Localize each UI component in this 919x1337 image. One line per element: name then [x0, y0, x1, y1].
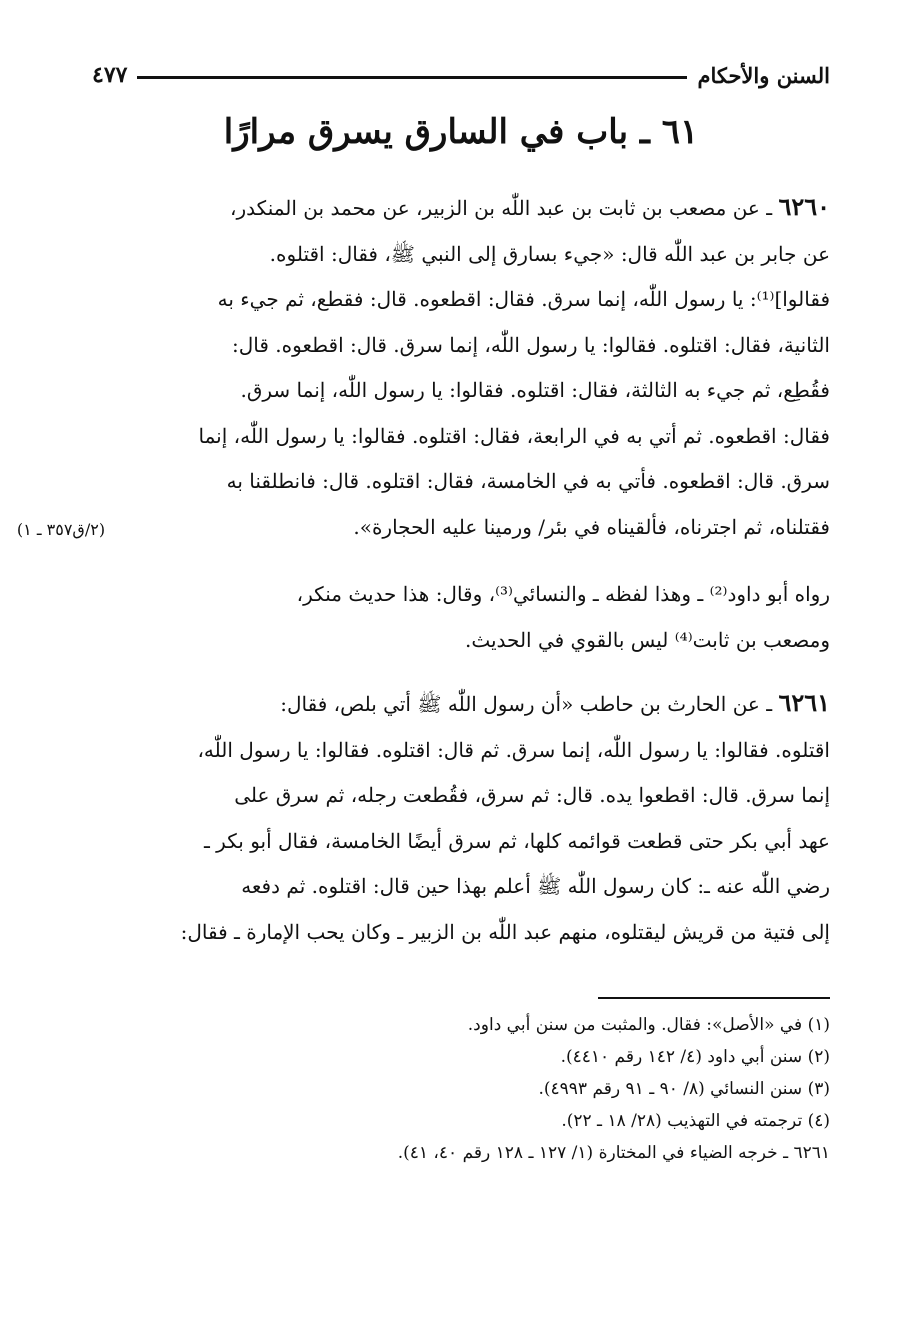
footnote-6261: ٦٢٦١ ـ خرجه الضياء في المختارة (١/ ١٢٧ ـ ١٢٨ رقم ٤٠، ٤١).: [397, 1143, 830, 1163]
hadith-number: ٦٢٦١: [778, 688, 830, 717]
running-header: [92, 58, 830, 92]
page-number: ٤٧٧: [92, 62, 128, 88]
hadith-text: ـ عن مصعب بن ثابت بن عبد اللّٰه بن الزبير، عن محمد بن المنكدر، عن جابر بن عبد اللّٰه قال: «جيء بسارق إلى النبي ﷺ، فقال: اقتلوه. فقالوا]⁽¹⁾: يا رسول اللّٰه، إنما سرق. فقال: اقطعوه. قال: فقطع، ثم جيء به الثانية، فقال: اقتلوه. فقالوا: يا رسول اللّٰه، إنما سرق. قال: اقطعوه. قال: فقُطِع، ثم جيء به الثالثة، فقال: اقتلوه. فقالوا: يا رسول اللّٰه، إنما سرق. فقال: اقطعوه. ثم أتي به في الرابعة، فقال: اقتلوه. فقالوا: يا رسول اللّٰه، إنما سرق. قال: اقطعوه. فأتي به في الخامسة، فقال: اقتلوه. قال: فانطلقنا به فقتلناه، ثم اجترناه، فألقيناه في بئر/ ورمينا عليه الحجارة».: [198, 196, 830, 539]
hadith-6260: [92, 184, 830, 550]
footnote-4: (٤) ترجمته في التهذيب (٢٨/ ١٨ ـ ٢٢).: [561, 1111, 830, 1131]
footnote-2: (٢) سنن أبي داود (٤/ ١٤٢ رقم ٤٤١٠).: [560, 1047, 830, 1067]
riwaya-paragraph: رواه أبو داود⁽²⁾ ـ وهذا لفظه ـ والنسائي⁽³⁾، وقال: هذا حديث منكر، ومصعب بن ثابت⁽⁴⁾ ليس بالقوي في الحديث.: [296, 582, 830, 652]
hadith-6261: [92, 680, 830, 955]
running-title: السنن والأحكام: [697, 62, 830, 88]
footnote-1: (١) في «الأصل»: فقال. والمثبت من سنن أبي داود.: [467, 1015, 830, 1035]
footnote-separator: [598, 997, 830, 999]
manuscript-margin-note: (٢/ق٣٥٧ ـ ١): [16, 520, 106, 539]
footnote-3: (٣) سنن النسائي (٨/ ٩٠ ـ ٩١ رقم ٤٩٩٣).: [538, 1079, 830, 1099]
header-rule: [137, 76, 687, 79]
chapter-title: ٦١ ـ باب في السارق يسرق مرارًا: [223, 112, 699, 152]
footnotes: [92, 1009, 830, 1169]
hadith-number: ٦٢٦٠: [778, 192, 830, 221]
hadith-text: ـ عن الحارث بن حاطب «أن رسول اللّٰه ﷺ أتي بلص، فقال: اقتلوه. فقالوا: يا رسول اللّٰه، إنما سرق. ثم قال: اقتلوه. فقالوا: يا رسول اللّٰه، إنما سرق. قال: اقطعوا يده. قال: ثم سرق، فقُطعت رجله، ثم سرق على عهد أبي بكر حتى قطعت قوائمه كلها، ثم سرق أيضًا الخامسة، فقال أبو بكر ـ رضي اللّٰه عنه ـ: كان رسول اللّٰه ﷺ أعلم بهذا حين قال: اقتلوه. ثم دفعه إلى فتية من قريش ليقتلوه، منهم عبد اللّٰه بن الزبير ـ وكان يحب الإمارة ـ فقال:: [180, 692, 830, 944]
